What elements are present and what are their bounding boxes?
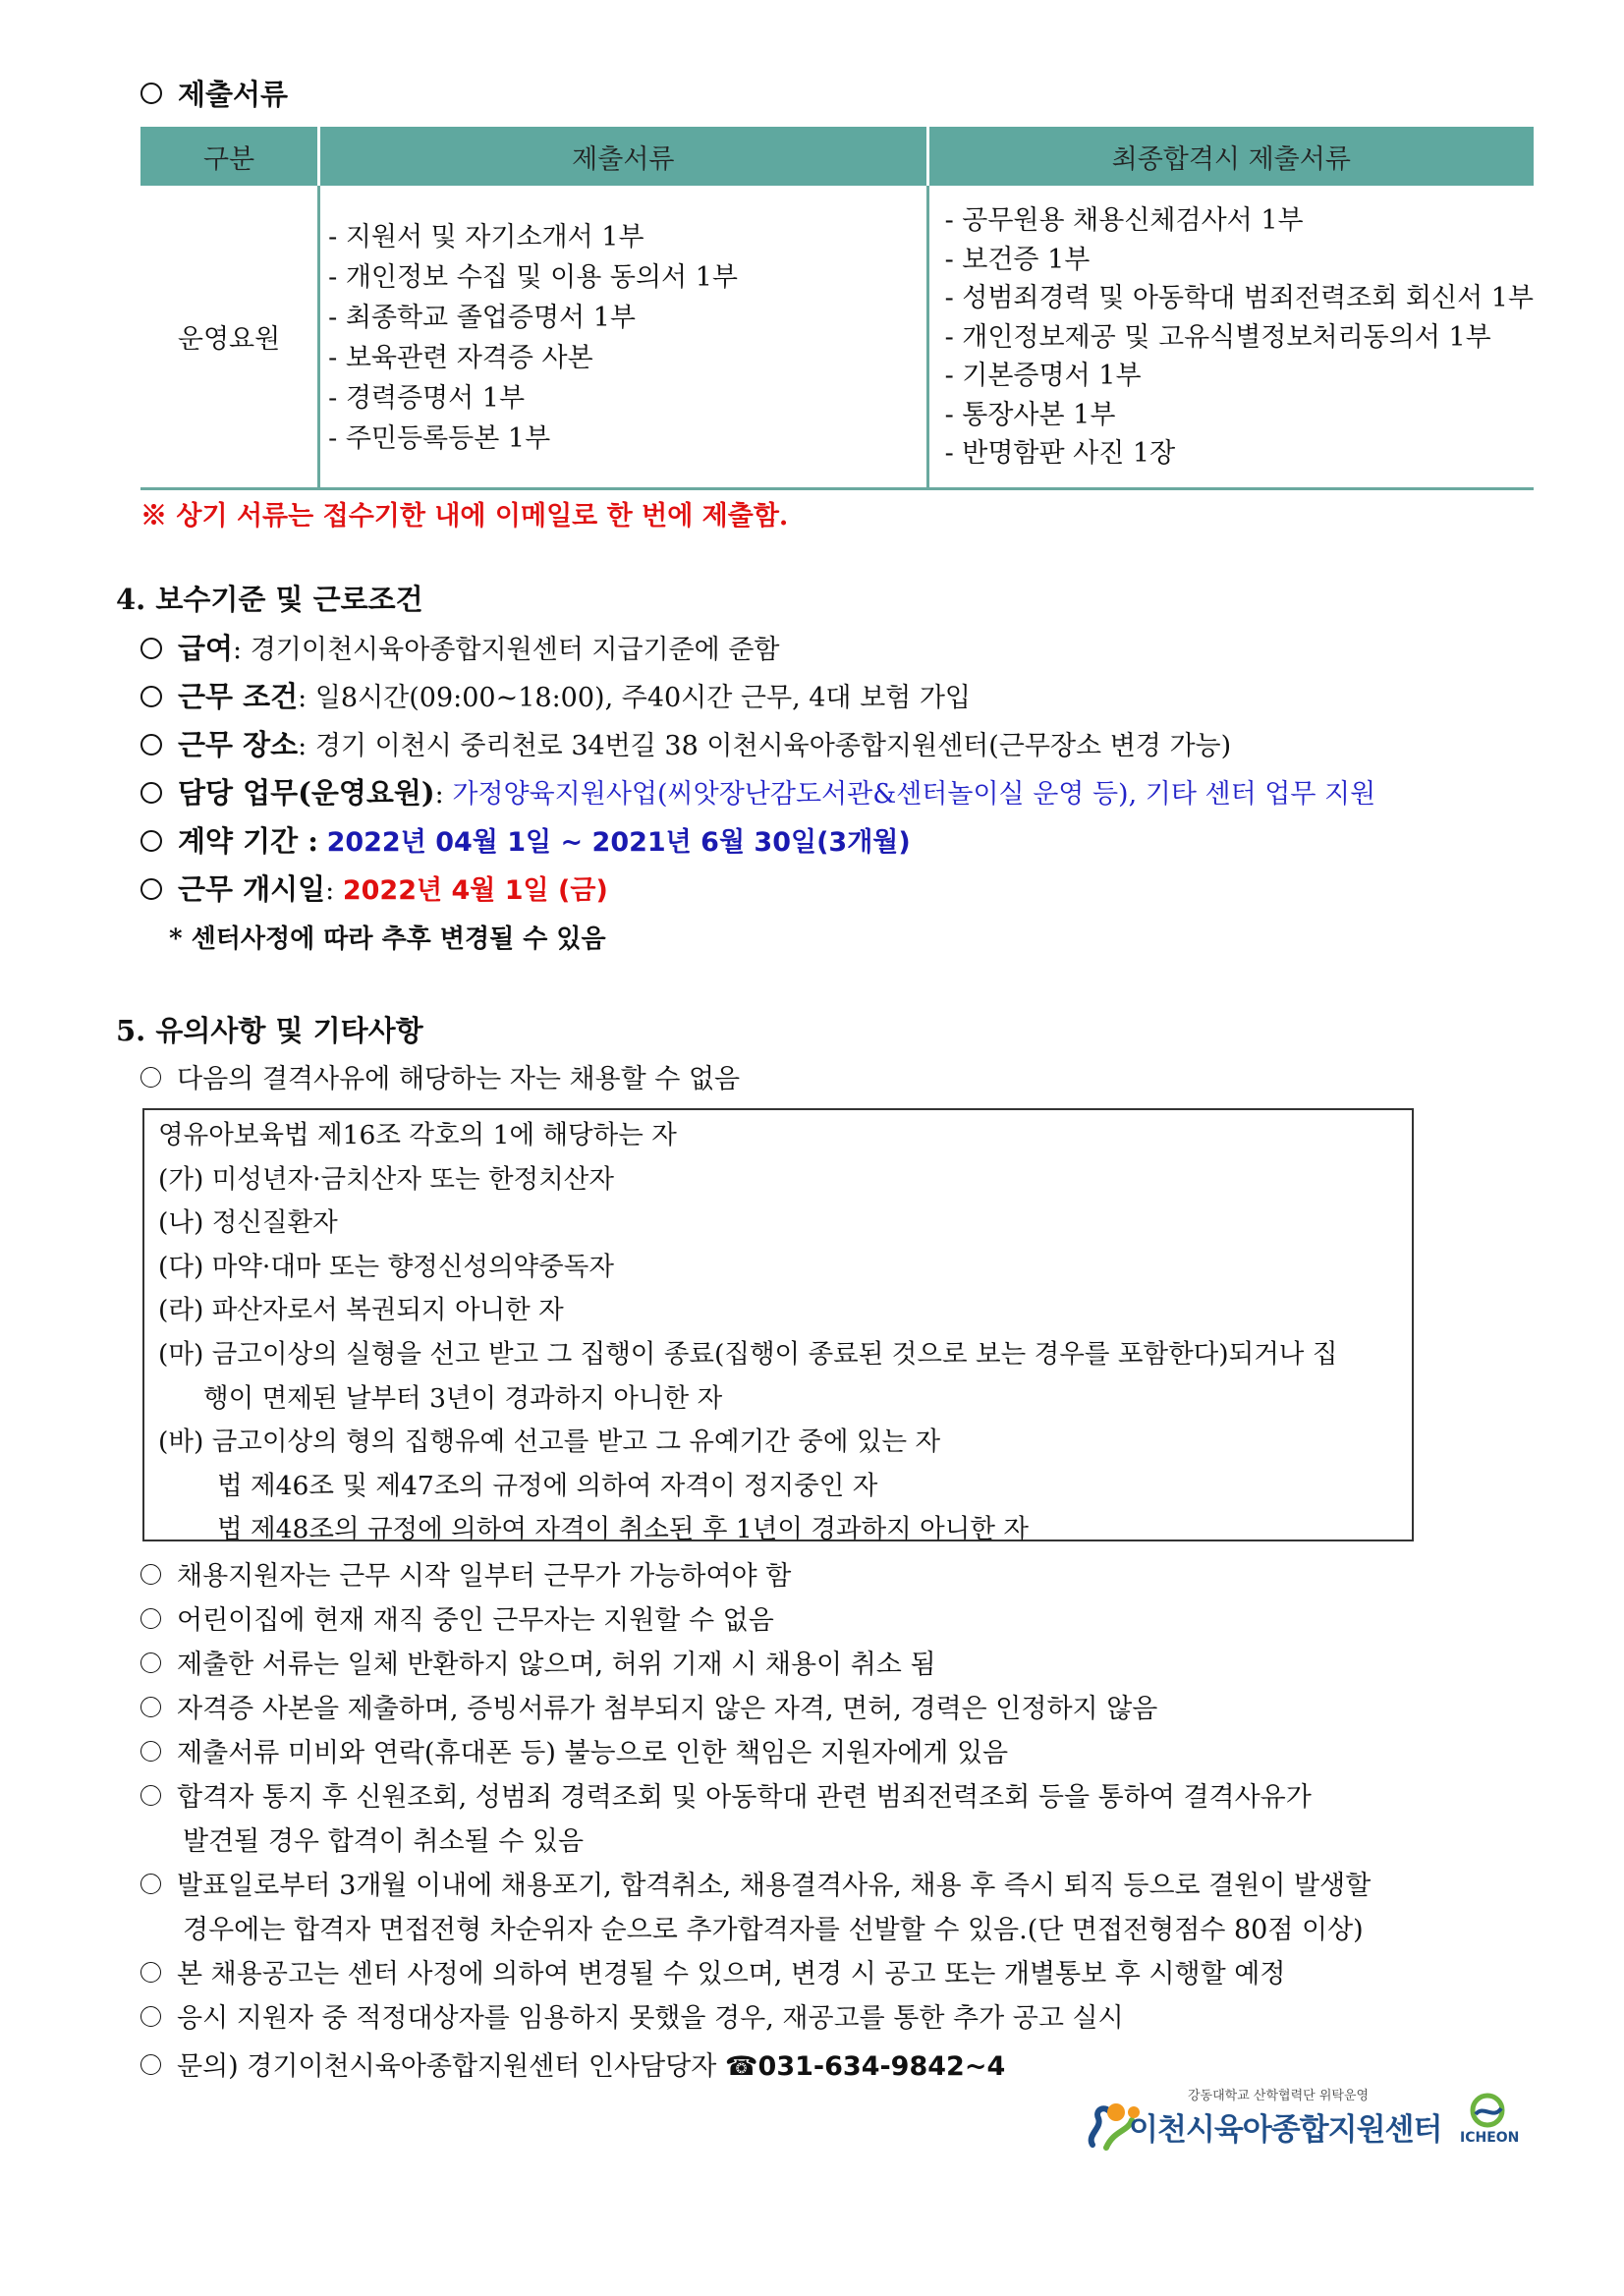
duty-line: 담당 업무(운영요원): 가정양육지원사업(씨앗장난감도서관&센터놀이실 운영 등), 기타 센터 업무 지원	[140, 771, 1375, 812]
list-item: 제출한 서류는 일체 반환하지 않으며, 허위 기재 시 채용이 취소 됨	[140, 1643, 936, 1681]
list-item: - 개인정보제공 및 고유식별정보처리동의서 1부	[944, 321, 1491, 353]
docs-heading: 제출서류	[140, 73, 288, 113]
list-item: 합격자 통지 후 신원조회, 성범죄 경력조회 및 아동학대 관련 범죄전력조회 등을 통하여 결격사유가	[140, 1775, 1312, 1814]
list-item: - 지원서 및 자기소개서 1부	[328, 222, 644, 253]
circle-bullet-icon	[140, 2054, 161, 2075]
header-submit-docs: 제출서류	[319, 127, 927, 186]
list-item: - 통장사본 1부	[944, 399, 1116, 430]
circle-bullet-icon	[140, 1874, 161, 1894]
list-item: - 기본증명서 1부	[944, 361, 1142, 391]
list-item: 응시 지원자 중 적정대상자를 임용하지 못했을 경우, 재공고를 통한 추가 공고 실시	[140, 1996, 1124, 2035]
list-item: - 성범죄경력 및 아동학대 범죄전력조회 회신서 1부	[944, 283, 1534, 313]
disqualification-box	[142, 1108, 1414, 1545]
box-line: (바) 금고이상의 형의 집행유예 선고를 받고 그 유예기간 중에 있는 자	[158, 1427, 941, 1458]
header-category: 구분	[140, 127, 319, 186]
list-item: - 개인정보 수집 및 이용 동의서 1부	[328, 262, 738, 294]
box-line: 법 제48조의 규정에 의하여 자격이 취소된 후 1년이 경과하지 아니한 자	[217, 1514, 1029, 1545]
list-item-continued: 경우에는 합격자 면접전형 차순위자 순으로 추가합격자를 선발할 수 있음.(단 면접전형점수 80점 이상)	[183, 1915, 1364, 1945]
list-item: 다음의 결격사유에 해당하는 자는 채용할 수 없음	[140, 1057, 740, 1095]
circle-bullet-icon	[140, 83, 162, 104]
list-item-continued: 발견될 경우 합격이 취소될 수 있음	[183, 1826, 585, 1857]
submit-docs-cell	[319, 186, 927, 488]
box-line: (다) 마약·대마 또는 향정신성의약중독자	[158, 1251, 614, 1282]
box-line: (마) 금고이상의 실형을 선고 받고 그 집행이 종료(집행이 종료된 것으로 보는 경우를 포함한다)되거나 집	[158, 1338, 1338, 1370]
circle-bullet-icon	[140, 1067, 161, 1088]
docs-table	[140, 127, 1534, 490]
list-item: - 경력증명서 1부	[328, 383, 526, 415]
category-cell: 운영요원	[140, 186, 319, 488]
list-item: 본 채용공고는 센터 사정에 의하여 변경될 수 있으며, 변경 시 공고 또는 개별통보 후 시행할 예정	[140, 1952, 1285, 1990]
logo-title: 이천시육아종합지원센터	[1129, 2112, 1442, 2148]
header-final-docs: 최종합격시 제출서류	[927, 127, 1534, 186]
box-line: 행이 면제된 날부터 3년이 경과하지 아니한 자	[203, 1382, 723, 1414]
salary-line: 급여: 경기이천시육아종합지원센터 지급기준에 준함	[140, 627, 780, 667]
list-item: - 공무원용 채용신체검사서 1부	[944, 205, 1304, 236]
circle-bullet-icon	[140, 830, 162, 852]
final-docs-cell	[927, 186, 1534, 488]
center-logo	[1085, 2081, 1520, 2159]
list-item: - 보육관련 자격증 사본	[328, 343, 593, 374]
list-item: 자격증 사본을 제출하며, 증빙서류가 첨부되지 않은 자격, 면허, 경력은 인정하지 않음	[140, 1687, 1157, 1725]
circle-bullet-icon	[140, 782, 162, 804]
icheon-emblem-icon	[1468, 2091, 1507, 2130]
start-date-line: 근무 개시일: 2022년 4월 1일 (금)	[140, 868, 608, 908]
circle-bullet-icon	[140, 1962, 161, 1983]
circle-bullet-icon	[140, 878, 162, 900]
icheon-label: ICHEON	[1460, 2130, 1520, 2146]
list-item: - 주민등록등본 1부	[328, 423, 551, 455]
change-note: * 센터사정에 따라 추후 변경될 수 있음	[169, 924, 606, 954]
list-item: 채용지원자는 근무 시작 일부터 근무가 가능하여야 함	[140, 1554, 791, 1593]
box-line: (라) 파산자로서 복권되지 아니한 자	[158, 1295, 564, 1326]
box-line: 영유아보육법 제16조 각호의 1에 해당하는 자	[158, 1120, 677, 1150]
docs-table-header	[140, 127, 1534, 186]
list-item: - 최종학교 졸업증명서 1부	[328, 303, 636, 334]
circle-bullet-icon	[140, 1785, 161, 1806]
circle-bullet-icon	[140, 1697, 161, 1717]
list-item: 발표일로부터 3개월 이내에 채용포기, 합격취소, 채용결격사유, 채용 후 즉시 퇴직 등으로 결원이 발생할	[140, 1864, 1371, 1902]
list-item: - 보건증 1부	[944, 244, 1091, 275]
box-line: (가) 미성년자·금치산자 또는 한정치산자	[158, 1163, 614, 1195]
circle-bullet-icon	[140, 1652, 161, 1673]
circle-bullet-icon	[140, 638, 162, 659]
box-line: (나) 정신질환자	[158, 1207, 338, 1239]
section-4-title: 4. 보수기준 및 근로조건	[116, 583, 423, 616]
section-5-title: 5. 유의사항 및 기타사항	[116, 1014, 423, 1047]
logo-subtitle: 강동대학교 산학협력단 위탁운영	[1188, 2089, 1370, 2103]
box-line: 법 제46조 및 제47조의 규정에 의하여 자격이 정지중인 자	[217, 1470, 878, 1501]
contract-line: 계약 기간 : 2022년 04월 1일 ~ 2021년 6월 30일(3개월)	[140, 819, 911, 860]
list-item: - 반명함판 사진 1장	[944, 438, 1176, 469]
phone-number: ☎031-634-9842~4	[724, 2051, 1006, 2082]
docs-notice: ※ 상기 서류는 접수기한 내에 이메일로 한 번에 제출함.	[140, 501, 789, 532]
circle-bullet-icon	[140, 2006, 161, 2027]
circle-bullet-icon	[140, 1741, 161, 1762]
circle-bullet-icon	[140, 1608, 161, 1629]
circle-bullet-icon	[140, 1564, 161, 1585]
hours-line: 근무 조건: 일8시간(09:00~18:00), 주40시간 근무, 4대 보험 가입	[140, 675, 971, 715]
place-line: 근무 장소: 경기 이천시 중리천로 34번길 38 이천시육아종합지원센터(근무장소 변경 가능)	[140, 723, 1231, 763]
circle-bullet-icon	[140, 686, 162, 707]
contact-line: 문의) 경기이천시육아종합지원센터 인사담당자 ☎031-634-9842~4	[140, 2044, 1005, 2083]
circle-bullet-icon	[140, 734, 162, 756]
list-item: 어린이집에 현재 재직 중인 근무자는 지원할 수 없음	[140, 1598, 774, 1637]
list-item: 제출서류 미비와 연락(휴대폰 등) 불능으로 인한 책임은 지원자에게 있음	[140, 1731, 1008, 1769]
table-row	[140, 186, 1534, 488]
